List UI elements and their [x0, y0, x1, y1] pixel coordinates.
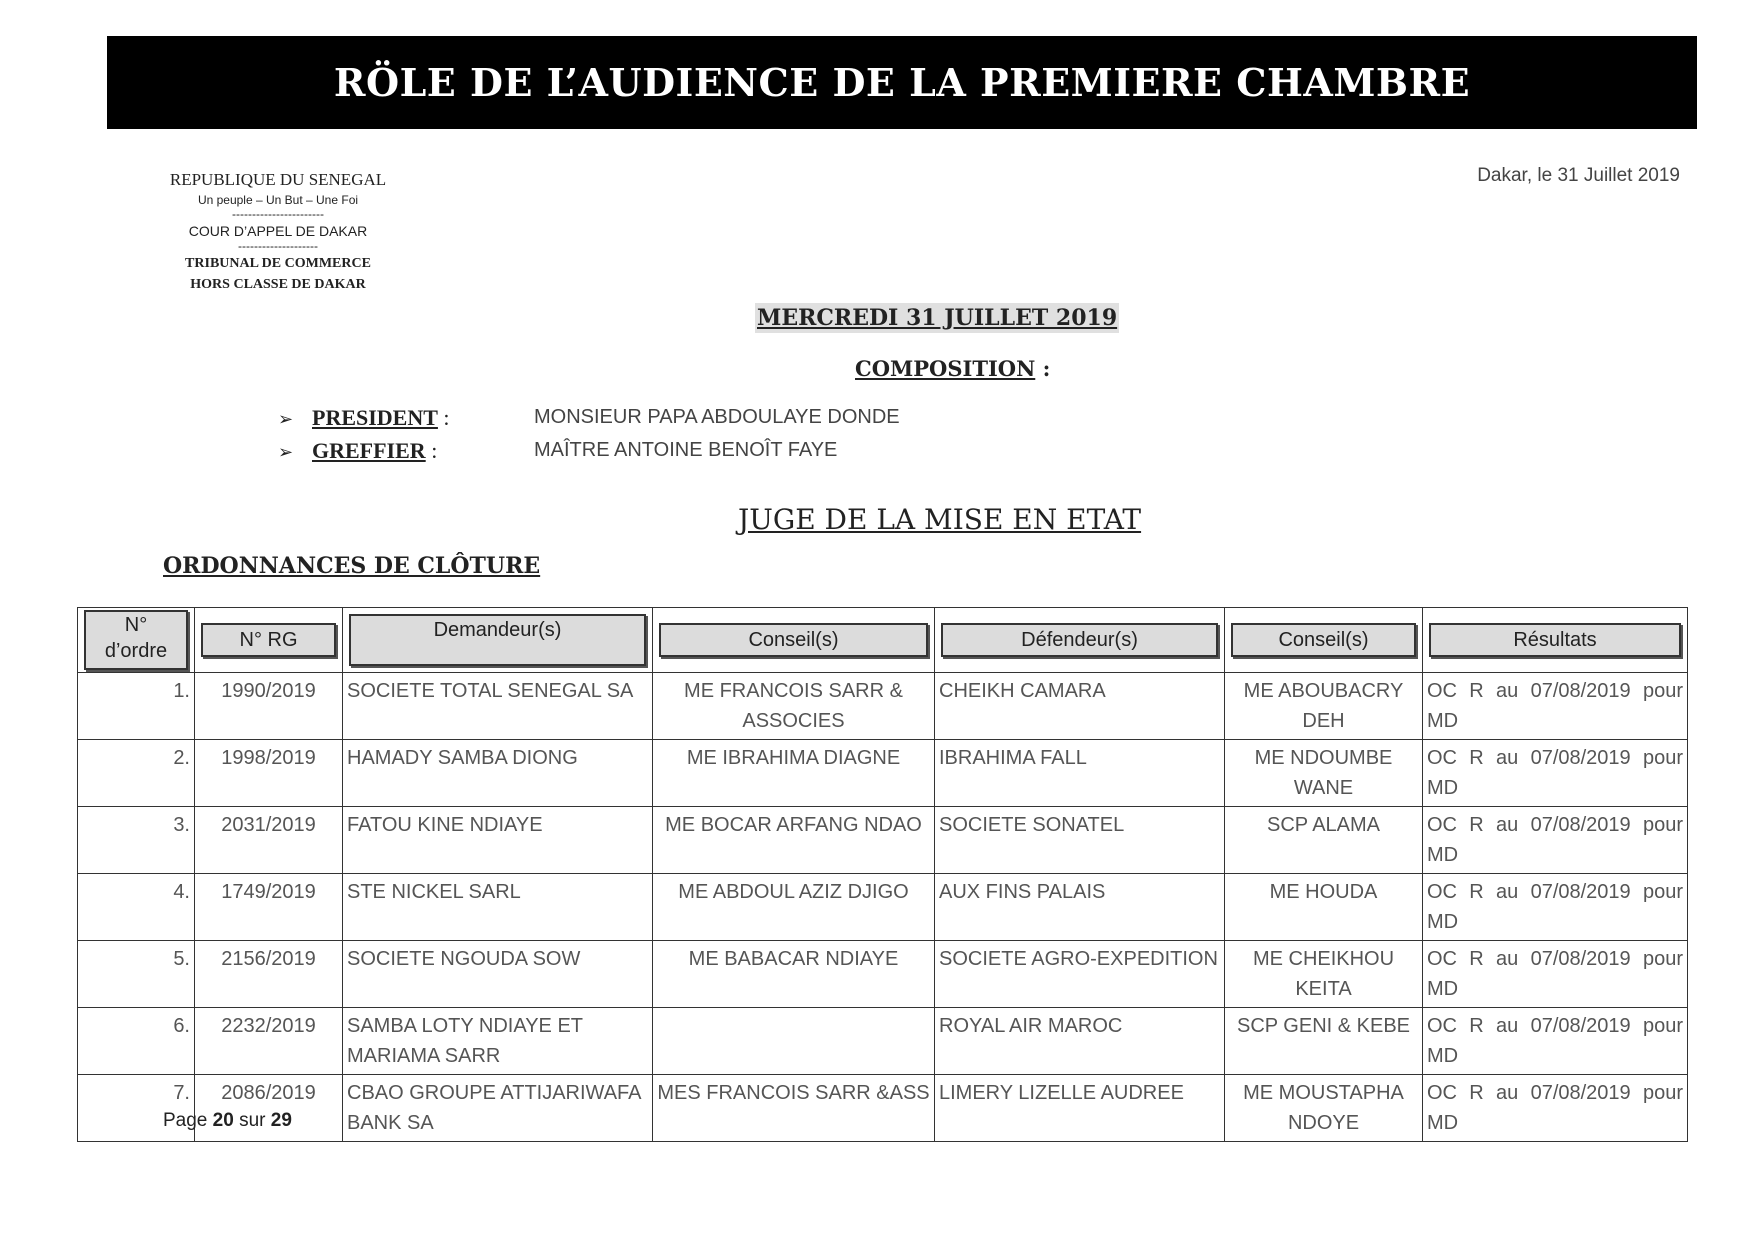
cell-counsel2: ME ABOUBACRY DEH	[1225, 673, 1423, 740]
tribunal-name-line1: TRIBUNAL DE COMMERCE	[185, 256, 371, 271]
header-results-box: Résultats	[1429, 623, 1681, 657]
header-counsel1	[653, 608, 935, 673]
cell-defendant: AUX FINS PALAIS	[935, 874, 1225, 941]
cell-plaintiff: STE NICKEL SARL	[343, 874, 653, 941]
republic-name: REPUBLIQUE DU SENEGAL	[169, 170, 387, 189]
header-results	[1423, 608, 1688, 673]
member-name: MAÎTRE ANTOINE BENOÎT FAYE	[534, 439, 838, 461]
separator-line: -----------------------	[232, 207, 324, 221]
member-role: PRESIDENT	[312, 405, 438, 430]
arrow-bullet-icon: ➢	[278, 442, 294, 462]
place-date: Dakar, le 31 Juillet 2019	[1477, 165, 1680, 186]
cell-plaintiff: FATOU KINE NDIAYE	[343, 807, 653, 874]
cell-order: 5.	[78, 941, 195, 1008]
cell-counsel2: ME MOUSTAPHA NDOYE	[1225, 1075, 1423, 1142]
cell-counsel1: ME IBRAHIMA DIAGNE	[653, 740, 935, 807]
cell-plaintiff: HAMADY SAMBA DIONG	[343, 740, 653, 807]
cell-plaintiff: SOCIETE NGOUDA SOW	[343, 941, 653, 1008]
header-order-line2: d’ordre	[104, 640, 168, 662]
national-motto: Un peuple – Un But – Une Foi	[197, 193, 359, 207]
cell-plaintiff: SAMBA LOTY NDIAYE ET MARIAMA SARR	[343, 1008, 653, 1075]
cell-order: 4.	[78, 874, 195, 941]
member-role: GREFFIER	[312, 438, 426, 463]
table-row	[78, 941, 1688, 1008]
cell-defendant: SOCIETE AGRO-EXPEDITION	[935, 941, 1225, 1008]
cell-counsel1: ME ABDOUL AZIZ DJIGO	[653, 874, 935, 941]
composition-member	[278, 438, 838, 464]
header-defendant	[935, 608, 1225, 673]
cell-rg: 2086/2019	[195, 1075, 343, 1142]
page-word: Page	[163, 1110, 213, 1131]
separator-line: --------------------	[238, 239, 318, 253]
header-order-box	[84, 610, 188, 670]
table-row	[78, 673, 1688, 740]
header-counsel1-box: Conseil(s)	[659, 623, 928, 657]
cell-plaintiff: CBAO GROUPE ATTIJARIWAFA BANK SA	[343, 1075, 653, 1142]
table-row	[78, 807, 1688, 874]
table-row	[78, 740, 1688, 807]
table-header-row	[78, 608, 1688, 673]
cell-result: OC R au 07/08/2019 pour MD	[1423, 941, 1688, 1008]
hearing-roll-table	[77, 607, 1688, 1142]
cell-result: OC R au 07/08/2019 pour MD	[1423, 740, 1688, 807]
page-footer	[163, 1110, 292, 1132]
cell-counsel2: ME CHEIKHOU KEITA	[1225, 941, 1423, 1008]
member-role-sep: :	[437, 405, 450, 430]
page-current: 20	[212, 1110, 234, 1131]
letterhead	[140, 170, 416, 295]
cell-result: OC R au 07/08/2019 pour MD	[1423, 673, 1688, 740]
member-name: MONSIEUR PAPA ABDOULAYE DONDE	[534, 406, 900, 428]
header-defendant-box: Défendeur(s)	[941, 623, 1218, 657]
table-row	[78, 1075, 1688, 1142]
cell-rg: 2232/2019	[195, 1008, 343, 1075]
member-role-sep: :	[425, 438, 438, 463]
header-order	[78, 608, 195, 673]
cell-order: 7.	[78, 1075, 195, 1142]
cell-order: 3.	[78, 807, 195, 874]
court-name: COUR D’APPEL DE DAKAR	[188, 223, 368, 239]
cell-rg: 1998/2019	[195, 740, 343, 807]
table-row	[78, 1008, 1688, 1075]
header-order-line1: N°	[124, 614, 148, 636]
composition-member	[278, 405, 900, 431]
cell-result: OC R au 07/08/2019 pour MD	[1423, 874, 1688, 941]
cell-defendant: SOCIETE SONATEL	[935, 807, 1225, 874]
cell-rg: 1990/2019	[195, 673, 343, 740]
composition-heading	[855, 356, 1050, 381]
cell-result: OC R au 07/08/2019 pour MD	[1423, 807, 1688, 874]
cell-order: 6.	[78, 1008, 195, 1075]
cell-order: 1.	[78, 673, 195, 740]
cell-counsel2: ME HOUDA	[1225, 874, 1423, 941]
banner-title: RÖLE DE L’AUDIENCE DE LA PREMIERE CHAMBRE	[107, 36, 1697, 129]
header-rg	[195, 608, 343, 673]
tribunal-name-line2: HORS CLASSE DE DAKAR	[190, 277, 366, 292]
cell-counsel1: MES FRANCOIS SARR &ASS	[653, 1075, 935, 1142]
cell-defendant: CHEIKH CAMARA	[935, 673, 1225, 740]
cell-counsel2: ME NDOUMBE WANE	[1225, 740, 1423, 807]
cell-plaintiff: SOCIETE TOTAL SENEGAL SA	[343, 673, 653, 740]
header-counsel2-box: Conseil(s)	[1231, 623, 1416, 657]
cell-rg: 1749/2019	[195, 874, 343, 941]
cell-counsel2: SCP ALAMA	[1225, 807, 1423, 874]
cell-rg: 2031/2019	[195, 807, 343, 874]
composition-title: COMPOSITION	[855, 356, 1036, 381]
subsection-title: ORDONNANCES DE CLÔTURE	[163, 553, 541, 579]
page-total: 29	[270, 1110, 292, 1131]
cell-counsel1: ME BOCAR ARFANG NDAO	[653, 807, 935, 874]
cell-counsel1: ME FRANCOIS SARR & ASSOCIES	[653, 673, 935, 740]
cell-result: OC R au 07/08/2019 pour MD	[1423, 1008, 1688, 1075]
hearing-day: MERCREDI 31 JUILLET 2019	[757, 305, 1118, 331]
table-row	[78, 874, 1688, 941]
cell-counsel1	[653, 1008, 935, 1075]
cell-result: OC R au 07/08/2019 pour MD	[1423, 1075, 1688, 1142]
cell-defendant: ROYAL AIR MAROC	[935, 1008, 1225, 1075]
cell-counsel2: SCP GENI & KEBE	[1225, 1008, 1423, 1075]
cell-order: 2.	[78, 740, 195, 807]
composition-colon: :	[1035, 356, 1051, 381]
arrow-bullet-icon: ➢	[278, 409, 294, 429]
section-title: JUGE DE LA MISE EN ETAT	[738, 503, 1142, 536]
cell-rg: 2156/2019	[195, 941, 343, 1008]
cell-counsel1: ME BABACAR NDIAYE	[653, 941, 935, 1008]
header-counsel2	[1225, 608, 1423, 673]
cell-defendant: IBRAHIMA FALL	[935, 740, 1225, 807]
header-plaintiff	[343, 608, 653, 673]
header-rg-box: N° RG	[201, 623, 336, 657]
of-word: sur	[233, 1110, 271, 1131]
cell-defendant: LIMERY LIZELLE AUDREE	[935, 1075, 1225, 1142]
header-plaintiff-box: Demandeur(s)	[349, 614, 646, 666]
